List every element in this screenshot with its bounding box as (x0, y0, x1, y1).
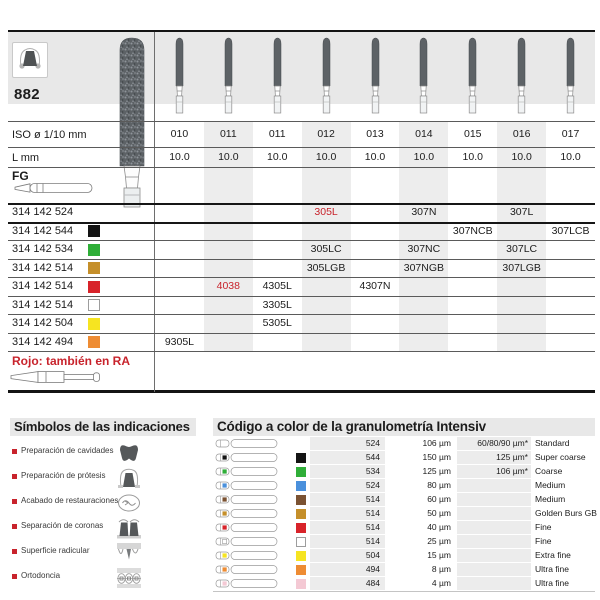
red-bullet (12, 499, 17, 504)
order-code: 314 142 514 (12, 298, 74, 311)
table-cell-value: 4305L (262, 280, 292, 292)
table-cell-value: 307LC (506, 243, 538, 255)
table-cell-value: 10.0 (364, 151, 386, 163)
grit-table-bottom-rule (213, 591, 595, 592)
bur-product-photo (118, 36, 146, 213)
grit-name: Ultra fine (535, 578, 570, 588)
symbol-label: Preparación de prótesis (21, 471, 106, 480)
grit-size: 40 µm (427, 522, 451, 532)
bur-column-photo (272, 36, 283, 119)
bur-column-photo (223, 36, 234, 119)
grit-table-row (213, 507, 595, 520)
grit-panel-title: Código a color de la granulometría Intensiv (213, 418, 595, 436)
grit-color-square (296, 453, 306, 463)
grit-size: 106 µm (422, 438, 451, 448)
table-cell-value: 011 (219, 128, 237, 140)
symbol-list-item (10, 441, 196, 465)
symbol-label: Ortodoncia (21, 571, 61, 580)
table-rule (8, 121, 595, 122)
symbol-label: Separación de coronas (21, 521, 104, 530)
table-cell-value: 307L (509, 206, 534, 218)
grit-name: Ultra fine (535, 564, 570, 574)
table-rule (8, 333, 595, 334)
grit-size: 8 µm (431, 564, 451, 574)
grit-code: 514 (310, 521, 385, 534)
grit-name: Golden Burs GB (535, 508, 597, 518)
grit-color-square (88, 336, 100, 348)
order-code: 314 142 544 (12, 224, 74, 237)
grit-table-row (213, 479, 595, 492)
table-cell-value: 307NCB (452, 224, 493, 237)
grit-note (457, 549, 531, 562)
table-cell-value: 10.0 (266, 151, 288, 163)
symbol-list-item (10, 491, 196, 515)
grit-table-row (213, 451, 595, 464)
table-cell-value: 10.0 (462, 151, 483, 163)
grit-size: 60 µm (427, 494, 451, 504)
grit-code: 524 (310, 437, 385, 450)
table-cell-value: 10.0 (413, 151, 435, 163)
table-rule (8, 259, 595, 260)
order-code: 314 142 524 (12, 206, 74, 218)
table-cell-value: 10.0 (560, 151, 581, 163)
red-note: Rojo: también en RA (12, 354, 131, 368)
bur-column-photo (565, 36, 576, 119)
grit-color-square (296, 579, 306, 589)
table-cell-value: 011 (268, 128, 286, 140)
grit-size: 50 µm (427, 508, 451, 518)
grit-code: 514 (310, 507, 385, 520)
grit-code: 494 (310, 563, 385, 576)
grit-name: Standard (535, 438, 570, 448)
table-cell-value: 013 (366, 128, 384, 140)
table-rule (8, 222, 595, 224)
table-cell-value: 10.0 (511, 151, 532, 163)
grit-note: 106 µm* (457, 465, 531, 478)
table-rule (8, 296, 595, 297)
table-cell-value: 012 (317, 128, 335, 140)
symbol-label: Preparación de cavidades (21, 446, 114, 455)
table-cell-value: 305L (314, 206, 338, 218)
table-cell-value: 10.0 (218, 151, 239, 163)
symbols-panel-title: Símbolos de las indicaciones (10, 418, 196, 436)
table-rule (8, 314, 595, 315)
order-code: 314 142 514 (12, 280, 74, 292)
fg-shank-outline-drawing (12, 180, 98, 201)
grit-color-square (296, 537, 306, 547)
grit-note (457, 535, 531, 548)
table-cell-value: 010 (170, 128, 189, 140)
table-rule (8, 147, 595, 148)
grit-color-square (88, 262, 100, 274)
table-cell-value: 4307N (359, 280, 391, 292)
table-cell-value: 307NC (407, 243, 441, 255)
grit-name: Medium (535, 494, 566, 504)
grit-note (457, 563, 531, 576)
grit-code: 504 (310, 549, 385, 562)
grit-color-square (296, 509, 306, 519)
grit-note (457, 577, 531, 590)
order-code: 314 142 514 (12, 261, 74, 274)
grit-table-row (213, 535, 595, 548)
order-code: 314 142 504 (12, 317, 74, 329)
grit-color-square (88, 244, 100, 256)
red-bullet (12, 549, 17, 554)
grit-note (457, 507, 531, 520)
symbol-list-item (10, 516, 196, 540)
grit-table-row (213, 563, 595, 576)
table-cell-value: 017 (561, 128, 580, 140)
grit-code: 484 (310, 577, 385, 590)
ra-shank-outline-drawing (8, 368, 103, 393)
table-header-band (8, 32, 595, 104)
orthodontics-icon (116, 566, 142, 595)
table-rule (8, 351, 595, 352)
grit-table-row (213, 493, 595, 506)
symbol-list-item (10, 541, 196, 565)
table-cell-value: 9305L (164, 335, 195, 348)
grit-table-row (213, 577, 595, 590)
grit-name: Extra fine (535, 550, 571, 560)
grit-name: Coarse (535, 466, 563, 476)
grit-code: 544 (310, 451, 385, 464)
order-code: 314 142 494 (12, 335, 74, 348)
table-cell-value: 4038 (216, 280, 240, 292)
table-cell-value: 305LGB (306, 261, 346, 274)
bur-column-photo (321, 36, 332, 119)
grit-color-square (296, 495, 306, 505)
table-cell-value: 016 (512, 128, 531, 140)
table-cell-value: 307LCB (551, 224, 590, 237)
grit-color-square (88, 299, 100, 311)
table-rule (8, 277, 595, 278)
grit-size: 80 µm (427, 480, 451, 490)
symbol-list-item (10, 466, 196, 490)
grit-note: 125 µm* (457, 451, 531, 464)
order-code: 314 142 534 (12, 243, 74, 255)
grit-table-row (213, 465, 595, 478)
grit-color-square (88, 318, 100, 330)
grit-size: 15 µm (427, 550, 451, 560)
series-icon-box (12, 42, 48, 78)
grit-table-row (213, 437, 595, 450)
grit-name: Medium (535, 480, 566, 490)
bur-column-photo (516, 36, 527, 119)
prepared-tooth-icon (16, 44, 44, 77)
grit-color-square (296, 481, 306, 491)
grit-note: 60/80/90 µm* (457, 437, 531, 450)
bur-series-table (8, 30, 595, 393)
bur-column-photo (418, 36, 429, 119)
grit-code: 524 (310, 479, 385, 492)
table-cell-value: 015 (464, 128, 482, 140)
table-cell-value: 307NGB (403, 261, 445, 274)
red-bullet (12, 524, 17, 529)
iso-diameter-label: ISO ø 1/10 mm (12, 129, 87, 141)
red-bullet (12, 574, 17, 579)
grit-table-row (213, 549, 595, 562)
grit-name: Super coarse (535, 452, 586, 462)
table-rule (8, 167, 595, 168)
symbol-label: Acabado de restauraciones (21, 496, 119, 505)
table-cell-value: 307LGB (502, 261, 541, 274)
red-bullet (12, 474, 17, 479)
symbol-label: Superficie radicular (21, 546, 90, 555)
table-rule (8, 240, 595, 241)
grit-code: 514 (310, 493, 385, 506)
grit-note (457, 493, 531, 506)
table-rule (8, 203, 595, 205)
grit-color-square (296, 523, 306, 533)
grit-size: 125 µm (422, 466, 451, 476)
grit-size: 4 µm (431, 578, 451, 588)
series-number: 882 (14, 86, 40, 103)
bur-column-photo (370, 36, 381, 119)
length-label: L mm (12, 152, 40, 164)
grit-color-square (88, 225, 100, 237)
table-cell-value: 3305L (262, 298, 292, 311)
grit-note (457, 479, 531, 492)
table-cell-value: 014 (415, 128, 433, 140)
table-cell-value: 10.0 (169, 151, 190, 163)
grit-color-square (296, 565, 306, 575)
symbol-list-item (10, 566, 196, 590)
table-cell-value: 10.0 (315, 151, 337, 163)
bur-column-photo (467, 36, 478, 119)
grit-note (457, 521, 531, 534)
grit-size: 150 µm (422, 452, 451, 462)
shank-type-label: FG (12, 169, 29, 183)
grit-name: Fine (535, 522, 552, 532)
grit-table-row (213, 521, 595, 534)
bur-column-photo (174, 36, 185, 119)
table-cell-value: 307N (411, 206, 437, 218)
grit-color-square (88, 281, 100, 293)
red-bullet (12, 449, 17, 454)
grit-name: Fine (535, 536, 552, 546)
grit-color-square (296, 551, 306, 561)
table-cell-value: 305LC (310, 243, 342, 255)
grit-color-square (296, 467, 306, 477)
grit-code: 534 (310, 465, 385, 478)
grit-size: 25 µm (427, 536, 451, 546)
table-cell-value: 5305L (262, 317, 292, 329)
grit-code: 514 (310, 535, 385, 548)
